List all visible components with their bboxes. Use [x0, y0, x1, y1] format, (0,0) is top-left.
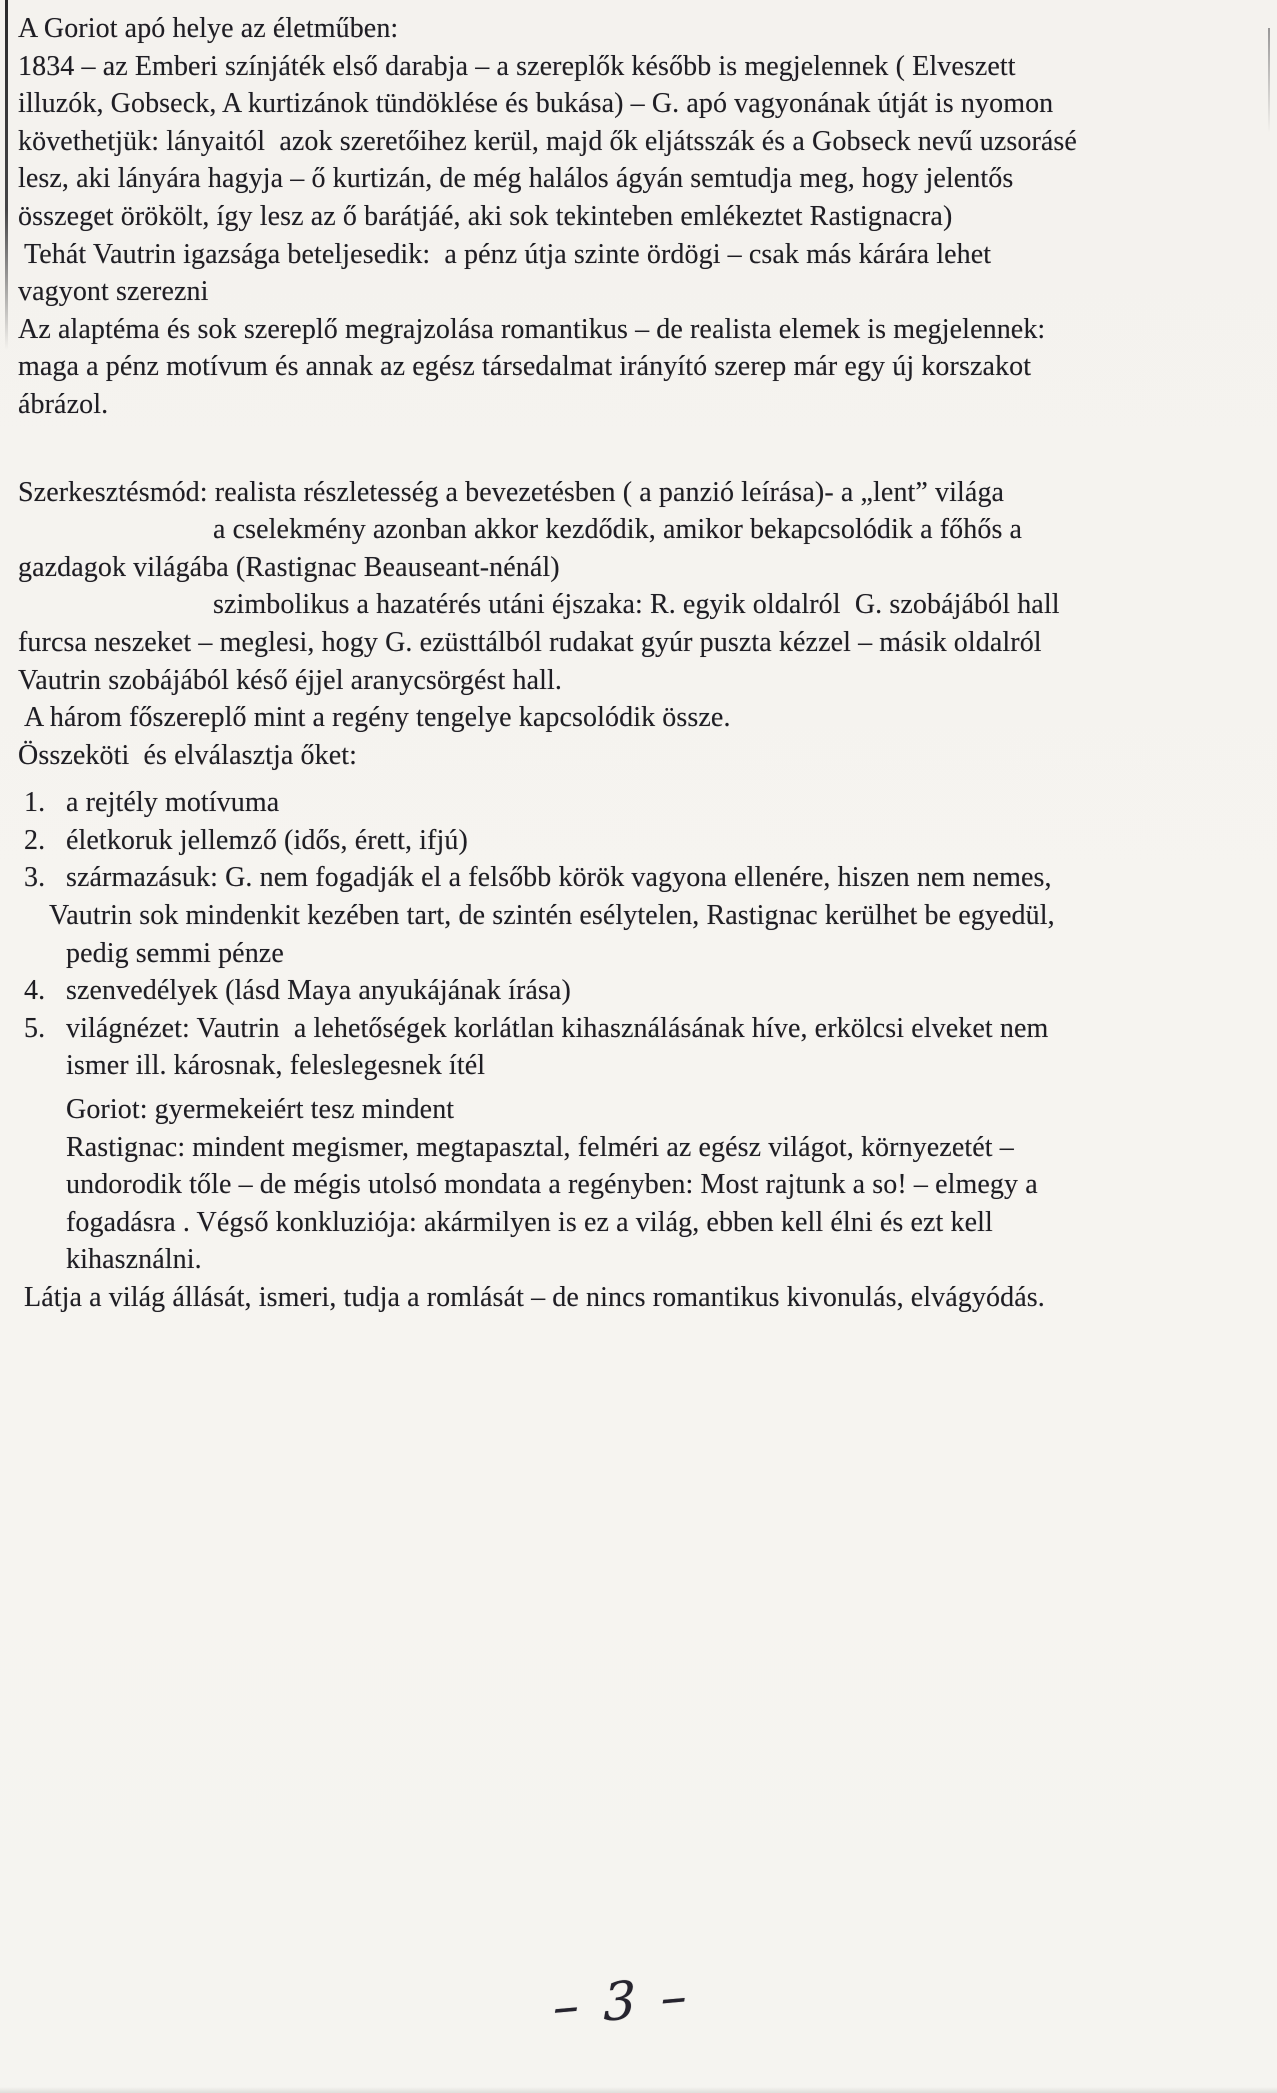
- text-line: Vautrin sok mindenkit kezében tart, de szintén esélytelen, Rastignac kerülhet be egyedül,: [49, 900, 1055, 932]
- text-line: a cselekmény azonban akkor kezdődik, amikor bekapcsolódik a főhős a: [213, 514, 1023, 546]
- text-line: A három főszereplő mint a regény tengelye kapcsolódik össze.: [24, 702, 731, 734]
- text-line: Szerkesztésmód: realista részletesség a bevezetésben ( a panzió leírása)- a „lent” világa: [18, 476, 1005, 508]
- list-number: 1.: [24, 787, 46, 819]
- list-item-text: a rejtély motívuma: [66, 787, 280, 819]
- list-item-text: életkoruk jellemző (idős, érett, ifjú): [66, 824, 468, 856]
- text-line: [0, 1010, 1277, 1048]
- text-line: Összeköti és elválasztja őket:: [18, 739, 357, 771]
- list-number: 4.: [24, 975, 46, 1007]
- text-line: pedig semmi pénze: [66, 937, 284, 969]
- text-line: Látja a világ állását, ismeri, tudja a romlását – de nincs romantikus kivonulás, elvágyódás.: [24, 1282, 1045, 1313]
- text-line: Goriot: gyermekeiért tesz mindent: [66, 1094, 455, 1126]
- text-line: Tehát Vautrin igazsága beteljesedik: a pénz útja szinte ördögi – csak más kárára lehet: [24, 238, 992, 270]
- list-item-text: származásuk: G. nem fogadják el a felsőbb körök vagyona ellenére, hiszen nem nemes,: [66, 862, 1052, 894]
- text-line: szimbolikus a hazatérés utáni éjszaka: R. egyik oldalról G. szobájából hall: [213, 589, 1060, 621]
- text-line: gazdagok világába (Rastignac Beauseant-nénál): [18, 551, 560, 583]
- text-line: ábrázol.: [18, 388, 109, 420]
- list-item-text: világnézet: Vautrin a lehetőségek korlátlan kihasználásának híve, erkölcsi elveket nem: [66, 1012, 1049, 1044]
- text-line: furcsa neszeket – meglesi, hogy G. ezüsttálból rudakat gyúr puszta kézzel – másik oldalról: [18, 626, 1042, 658]
- text-line: követhetjük: lányaitól azok szeretőihez kerül, majd ők eljátsszák és a Gobseck nevű uzsorásé: [18, 125, 1077, 157]
- text-line: [0, 972, 1277, 1010]
- text-line: illuzók, Gobseck, A kurtizánok tündöklése és bukása) – G. apó vagyonának útját is nyomon: [18, 88, 1054, 120]
- handwritten-page-number: – 3 –: [552, 1965, 692, 2039]
- text-line: Vautrin szobájából késő éjjel aranycsörgést hall.: [18, 664, 562, 696]
- text-line: [0, 859, 1277, 897]
- text-line: 1834 – az Emberi színjáték első darabja – a szereplők később is megjelennek ( Elveszett: [18, 50, 1016, 82]
- scan-edge-artifact-bottom: [0, 2087, 1277, 2093]
- blank-line: [0, 424, 1277, 474]
- text-line: lesz, aki lányára hagyja – ő kurtizán, de még halálos ágyán semtudja meg, hogy jelentős: [18, 163, 1014, 195]
- text-line: undorodik tőle – de mégis utolsó mondata a regényben: Most rajtunk a so! – elmegy a: [66, 1169, 1038, 1201]
- text-line: kihasználni.: [66, 1244, 202, 1276]
- list-number: 3.: [24, 862, 46, 894]
- text-line: [0, 822, 1277, 860]
- text-line: A Goriot apó helye az életműben:: [18, 13, 399, 44]
- text-line: ismer ill. károsnak, feleslegesnek ítél: [66, 1050, 486, 1082]
- text-line: Az alaptéma és sok szereplő megrajzolása romantikus – de realista elemek is megjelennek:: [18, 313, 1046, 345]
- text-line: vagyont szerezni: [18, 276, 209, 308]
- text-line: maga a pénz motívum és annak az egész társedalmat irányító szerep már egy új korszakot: [18, 351, 1032, 383]
- document-lines: [0, 10, 1277, 1317]
- text-line: [0, 784, 1277, 822]
- text-line: Rastignac: mindent megismer, megtapasztal, felméri az egész világot, környezetét –: [66, 1131, 1014, 1163]
- list-item-text: szenvedélyek (lásd Maya anyukájának írása): [66, 975, 571, 1007]
- text-line: összeget örökölt, így lesz az ő barátjáé, aki sok tekinteben emlékeztet Rastignacra): [18, 200, 953, 232]
- list-number: 5.: [24, 1012, 46, 1044]
- text-line: fogadásra . Végső konkluziója: akármilyen is ez a világ, ebben kell élni és ezt kell: [66, 1206, 993, 1238]
- list-number: 2.: [24, 824, 46, 856]
